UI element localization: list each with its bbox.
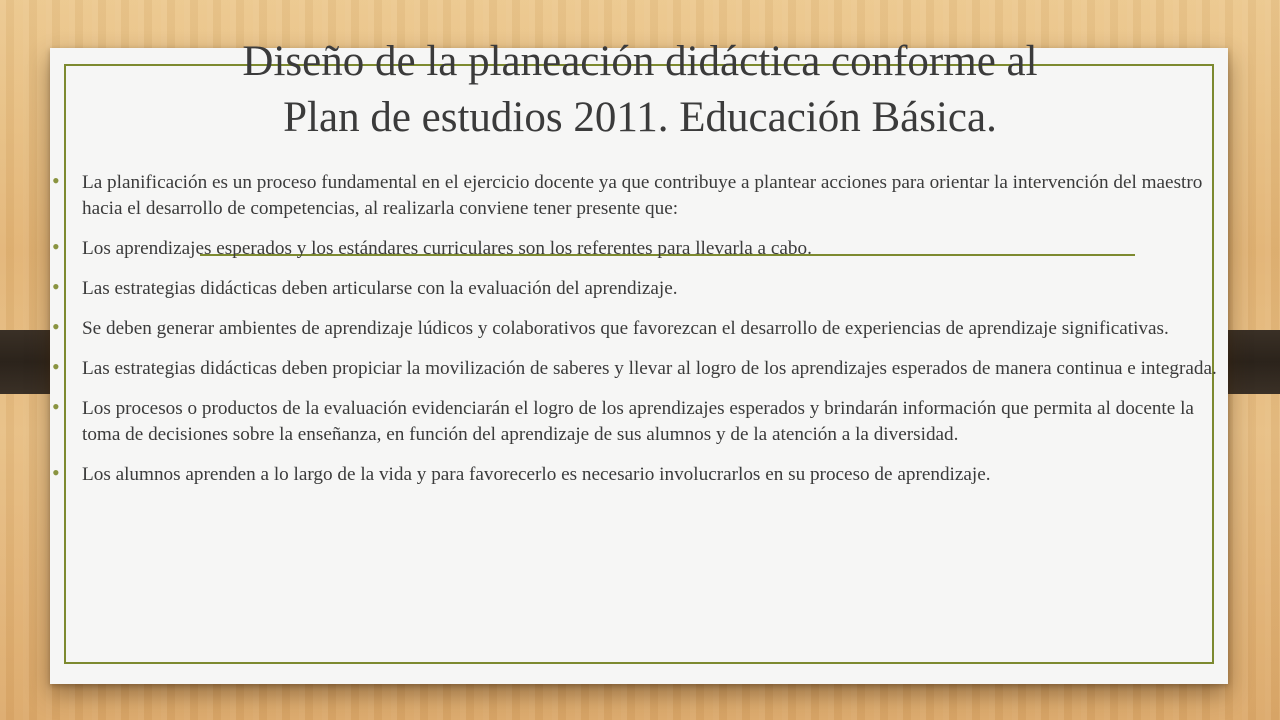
bullet-dot-icon: • [52,394,60,419]
bullet-dot-icon: • [52,168,60,193]
bullet-item [48,170,1218,222]
bullet-text: La planificación es un proceso fundamental en el ejercicio docente ya que contribuye a plantear acciones para orientar la intervención del maestro hacia el desarrollo de competencias, al realizarla conviene tener presente que: [82,172,1203,219]
bullet-item [48,316,1218,342]
bullet-text: Las estrategias didácticas deben propiciar la movilización de saberes y llevar al logro de los aprendizajes esperados de manera continua e integrada. [82,358,1217,379]
bullet-dot-icon: • [52,460,60,485]
bullet-list [48,170,1218,502]
bullet-dot-icon: • [52,274,60,299]
bullet-dot-icon: • [52,234,60,259]
slide-title-line-1: Diseño de la planeación didáctica conforme al [242,38,1038,85]
bullet-text: Se deben generar ambientes de aprendizaje lúdicos y colaborativos que favorezcan el desarrollo de experiencias de aprendizaje significativas. [82,318,1169,339]
bullet-text: Los alumnos aprenden a lo largo de la vida y para favorecerlo es necesario involucrarlos en su proceso de aprendizaje. [82,464,991,485]
bullet-text: Las estrategias didácticas deben articularse con la evaluación del aprendizaje. [82,278,678,299]
bullet-item [48,236,1218,262]
bullet-item [48,396,1218,448]
bullet-text: Los procesos o productos de la evaluación evidenciarán el logro de los aprendizajes esperados y brindarán información que permita al docente la toma de decisiones sobre la enseñanza, en función del aprendizaje de sus alumnos y de la atención a la diversidad. [82,398,1194,445]
bullet-item [48,462,1218,488]
bullet-text: Los aprendizajes esperados y los estándares curriculares son los referentes para llevarla a cabo. [82,238,812,259]
slide-title-line-2: Plan de estudios 2011. Educación Básica. [283,94,997,141]
bullet-dot-icon: • [52,354,60,379]
bullet-dot-icon: • [52,314,60,339]
bullet-item [48,276,1218,302]
slide-title [70,34,1210,146]
bullet-item [48,356,1218,382]
